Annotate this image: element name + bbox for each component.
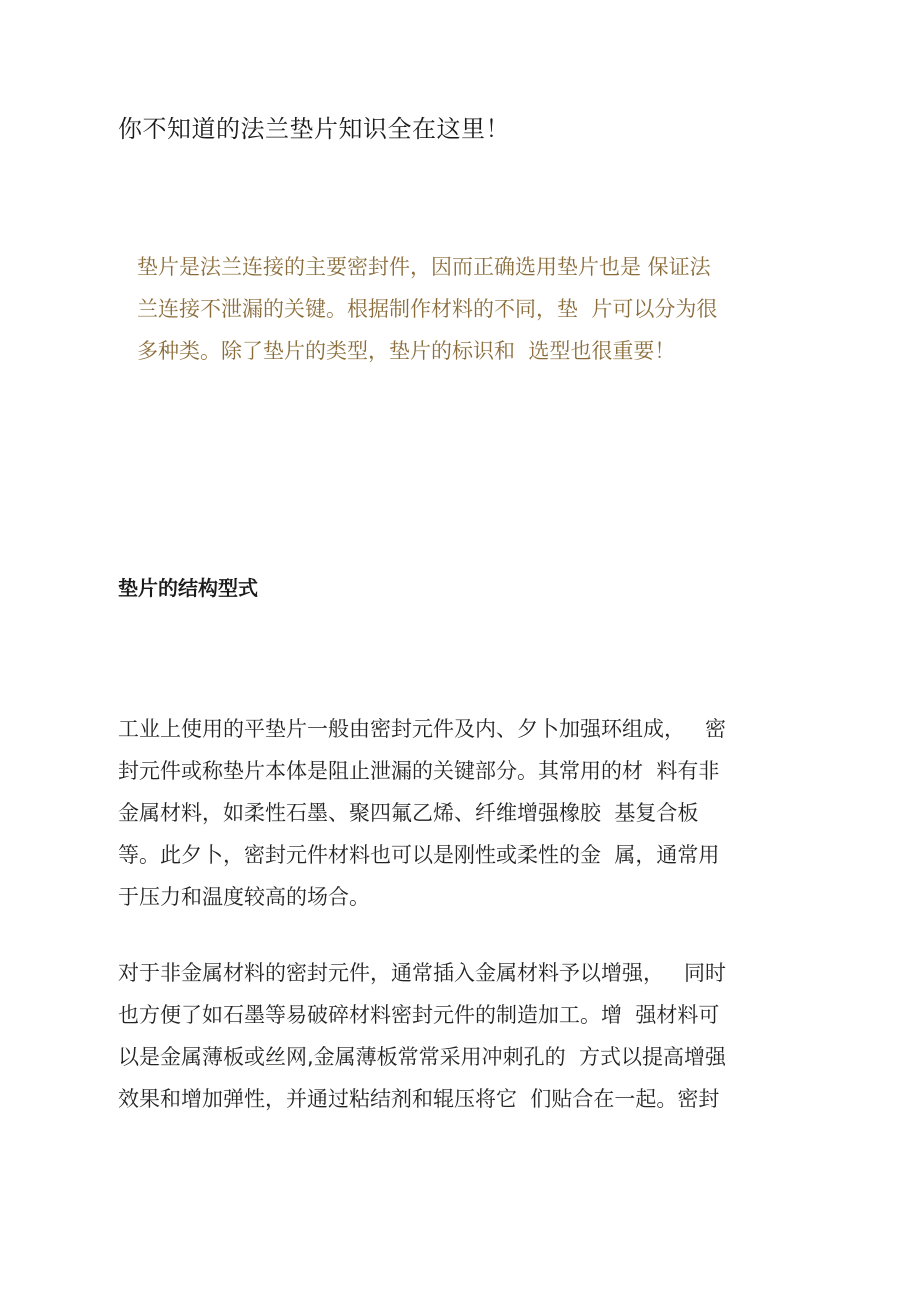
paragraph-line: 对于非金属材料的密封元件，通常插入金属材料予以增强， 同时	[118, 961, 727, 985]
paragraph-line: 金属材料，如柔性石墨、聚四氟乙烯、纤维增强橡胶 基复合板	[118, 801, 699, 825]
paragraph-line: 以是金属薄板或丝网,金属薄板常常采用冲刺孔的 方式以提高增强	[118, 1045, 727, 1069]
paragraph-line: 工业上使用的平垫片一般由密封元件及内、夕卜加强环组成， 密	[118, 717, 727, 741]
intro-line: 垫片是法兰连接的主要密封件，因而正确选用垫片也是 保证法	[137, 255, 711, 279]
paragraph-line: 等。此夕卜，密封元件材料也可以是刚性或柔性的金 属，通常用	[118, 843, 720, 867]
intro-line: 多种类。除了垫片的类型，垫片的标识和 选型也很重要！	[137, 339, 676, 363]
body-paragraph-2	[118, 952, 798, 1120]
section-heading: 垫片的结构型式	[118, 576, 258, 600]
intro-paragraph	[137, 246, 797, 372]
paragraph-line: 于压力和温度较高的场合。	[118, 885, 370, 909]
intro-line: 兰连接不泄漏的关键。根据制作材料的不同，垫 片可以分为很	[137, 297, 718, 321]
body-paragraph-1	[118, 708, 798, 918]
document-title: 你不知道的法兰垫片知识全在这里！	[118, 115, 510, 143]
paragraph-line: 效果和增加弹性，并通过粘结剂和辊压将它 们贴合在一起。密封	[118, 1087, 720, 1111]
paragraph-line: 封元件或称垫片本体是阻止泄漏的关键部分。其常用的材 料有非	[118, 759, 720, 783]
paragraph-line: 也方便了如石墨等易破碎材料密封元件的制造加工。增 强材料可	[118, 1003, 720, 1027]
